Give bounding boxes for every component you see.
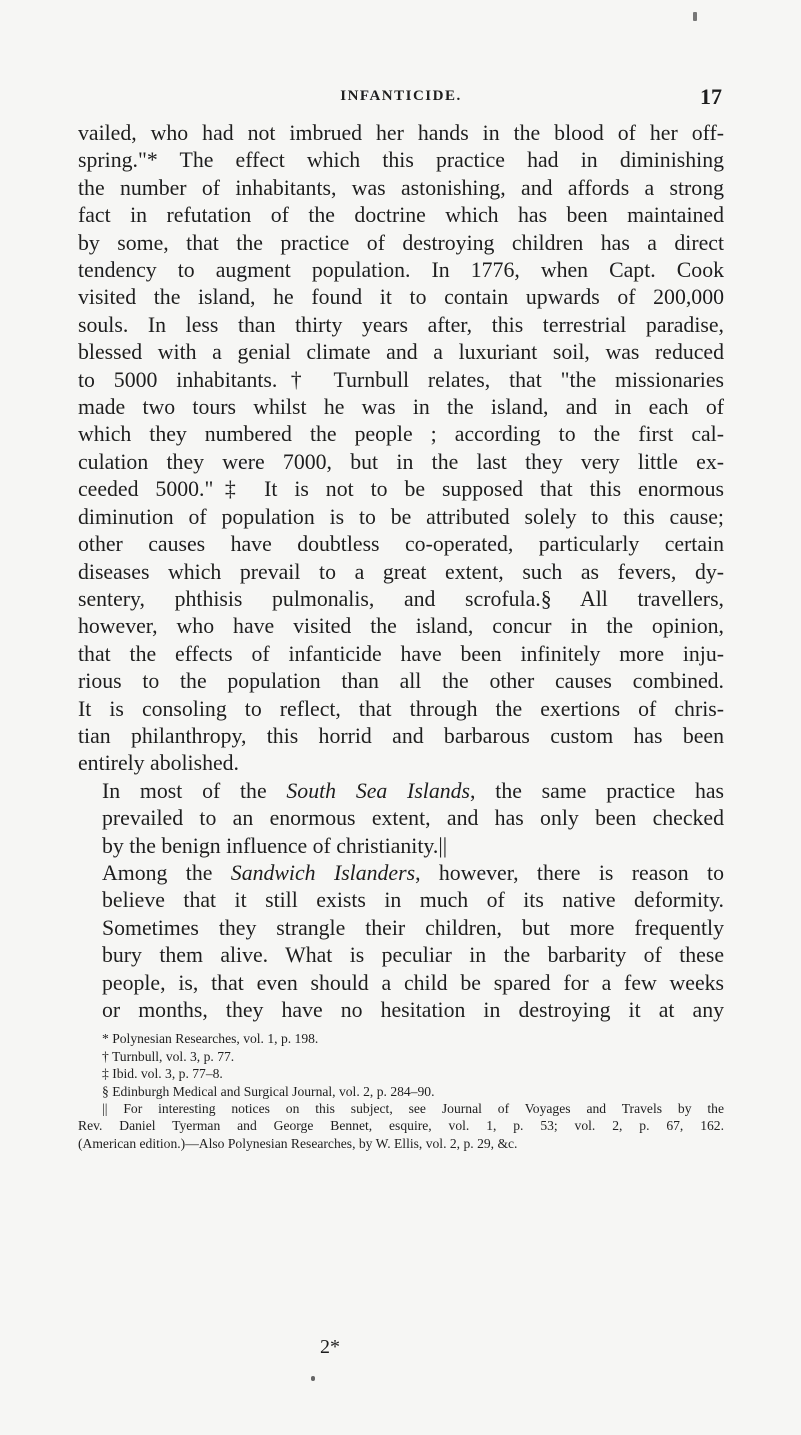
text-line: diseases which prevail to a great extent, such as fevers, dy- xyxy=(78,559,724,584)
text-line: diminution of population is to be attributed solely to this cause; xyxy=(78,504,724,529)
text-line: which they numbered the people ; according to the first cal- xyxy=(78,422,724,447)
footnote-1: * Polynesian Researches, vol. 1, p. 198. xyxy=(102,1031,319,1047)
page-header xyxy=(78,84,724,120)
text-line: rious to the population than all the other causes combined. xyxy=(78,669,724,694)
text-line: to 5000 inhabitants.† Turnbull relates, that "the missionaries xyxy=(78,367,724,392)
text-line: believe that it still exists in much of its native deformity. xyxy=(102,888,724,913)
text-line: tendency to augment population. In 1776, when Capt. Cook xyxy=(78,258,724,283)
text-line: made two tours whilst he was in the island, and in each of xyxy=(78,395,724,420)
text-fragment: , however, there is reason to xyxy=(415,860,725,885)
text-line: bury them alive. What is peculiar in the barbarity of these xyxy=(102,943,724,968)
text-fragment: , the same practice has xyxy=(470,778,724,803)
italic-people-name: Sandwich Islanders xyxy=(230,860,416,885)
text-fragment: In most of the xyxy=(102,778,287,803)
text-line: people, is, that even should a child be spared for a few weeks xyxy=(102,970,724,995)
text-line: the number of inhabitants, was astonishing, and affords a strong xyxy=(78,175,724,200)
text-line: spring."* The effect which this practice had in diminishing xyxy=(78,148,724,173)
text-line: tian philanthropy, this horrid and barbarous custom has been xyxy=(78,723,724,748)
text-line: however, who have visited the island, concur in the opinion, xyxy=(78,614,724,639)
signature-mark: 2* xyxy=(320,1336,340,1358)
footnote-2: † Turnbull, vol. 3, p. 77. xyxy=(102,1048,235,1064)
text-line: Sometimes they strangle their children, but more frequently xyxy=(102,915,724,940)
text-line xyxy=(78,860,724,887)
text-line: vailed, who had not imbrued her hands in the blood of her off- xyxy=(78,121,724,145)
print-speck xyxy=(311,1376,315,1381)
text-line: blessed with a genial climate and a luxuriant soil, was reduced xyxy=(78,340,724,365)
text-line: visited the island, he found it to contain upwards of 200,000 xyxy=(78,285,724,310)
text-line: entirely abolished. xyxy=(78,751,240,776)
text-line: prevailed to an enormous extent, and has only been checked xyxy=(102,806,724,831)
text-line: by some, that the practice of destroying children has a direct xyxy=(78,230,724,255)
footnote-4: § Edinburgh Medical and Surgical Journal, vol. 2, p. 284–90. xyxy=(102,1083,435,1099)
text-line: souls. In less than thirty years after, this terrestrial paradise, xyxy=(78,312,724,337)
text-line: fact in refutation of the doctrine which has been maintained xyxy=(78,203,724,228)
italic-place-name: South Sea Islands xyxy=(286,778,471,803)
paragraph-2 xyxy=(78,778,724,860)
footnotes xyxy=(78,1030,724,1152)
footnote-5-continued: Rev. Daniel Tyerman and George Bennet, esquire, vol. 1, p. 53; vol. 2, p. 67, 162. xyxy=(78,1118,724,1134)
text-line: that the effects of infanticide have been infinitely more inju- xyxy=(78,641,724,666)
text-fragment: Among the xyxy=(102,860,231,885)
print-speck xyxy=(693,12,697,21)
text-line: culation they were 7000, but in the last they very little ex- xyxy=(78,449,724,474)
body-text xyxy=(78,120,724,1024)
page-number: 17 xyxy=(700,84,722,109)
text-line: other causes have doubtless co-operated, particularly certain xyxy=(78,532,724,557)
footnote-5-continued: (American edition.)—Also Polynesian Researches, by W. Ellis, vol. 2, p. 29, &c. xyxy=(78,1135,518,1151)
book-page xyxy=(78,84,724,1152)
footnote-5: || For interesting notices on this subject, see Journal of Voyages and Travels by the xyxy=(102,1101,724,1117)
text-line: or months, they have no hesitation in destroying it at any xyxy=(102,998,724,1022)
text-line: sentery, phthisis pulmonalis, and scrofula.§ All travellers, xyxy=(78,586,724,611)
paragraph-3 xyxy=(78,860,724,1024)
text-line: It is consoling to reflect, that through the exertions of chris- xyxy=(78,696,724,721)
text-line xyxy=(78,778,724,805)
text-line: ceeded 5000."‡ It is not to be supposed that this enormous xyxy=(78,477,724,502)
footnote-3: ‡ Ibid. vol. 3, p. 77–8. xyxy=(102,1066,223,1082)
text-line: by the benign influence of christianity.|| xyxy=(102,833,448,858)
paragraph-1 xyxy=(78,120,724,778)
running-title: INFANTICIDE. xyxy=(340,88,462,104)
